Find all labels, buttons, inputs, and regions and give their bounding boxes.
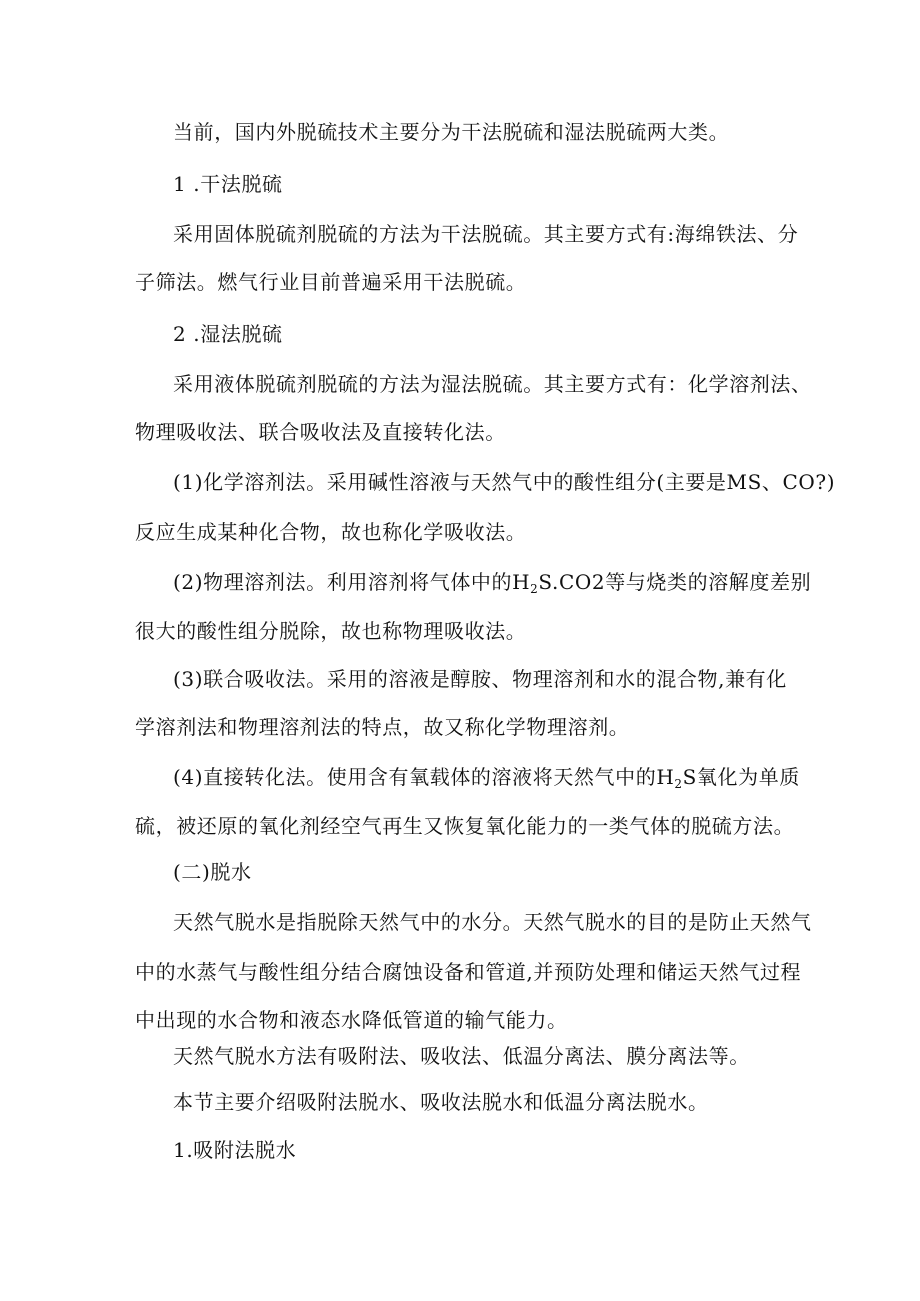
- item-combined-absorption-line-1: (3)联合吸收法。采用的溶液是醇胺、物理溶剂和水的混合物,兼有化: [173, 667, 787, 691]
- subscript-2: 2: [674, 777, 683, 791]
- item-direct-conversion-line-1: [173, 763, 800, 791]
- heading-dehydration: (二)脱水: [173, 860, 252, 884]
- paragraph-wet-line-2: 物理吸收法、联合吸收法及直接转化法。: [135, 420, 506, 444]
- item-direct-conversion-text-b: S氧化为单质: [682, 765, 800, 789]
- paragraph-dehydration-line-3: 中出现的水合物和液态水降低管道的输气能力。: [135, 1008, 568, 1032]
- paragraph-dehydration-line-1: 天然气脱水是指脱除天然气中的水分。天然气脱水的目的是防止天然气: [173, 910, 812, 934]
- item-physical-solvent-line-1: [173, 568, 811, 596]
- paragraph-dry-line-1: 采用固体脱硫剂脱硫的方法为干法脱硫。其主要方式有:海绵铁法、分: [173, 222, 799, 246]
- paragraph-section-intro: 本节主要介绍吸附法脱水、吸收法脱水和低温分离法脱水。: [173, 1090, 709, 1114]
- heading-wet-desulfurization: 2 .湿法脱硫: [173, 322, 283, 346]
- item-physical-solvent-text-b: S.CO2等与烧类的溶解度差别: [538, 570, 812, 594]
- subscript-2: 2: [530, 582, 539, 596]
- item-chemical-solvent-line-1: (1)化学溶剂法。采用碱性溶液与天然气中的酸性组分(主要是MS、CO?): [173, 470, 836, 494]
- paragraph-intro: 当前，国内外脱硫技术主要分为干法脱硫和湿法脱硫两大类。: [173, 120, 730, 144]
- heading-adsorption-dehydration: 1.吸附法脱水: [173, 1138, 297, 1162]
- item-physical-solvent-line-2: 很大的酸性组分脱除，故也称物理吸收法。: [135, 619, 527, 643]
- item-direct-conversion-text-a: (4)直接转化法。使用含有氧载体的溶液将天然气中的H: [173, 765, 675, 789]
- item-physical-solvent-text-a: (2)物理溶剂法。利用溶剂将气体中的H: [173, 570, 531, 594]
- heading-dry-desulfurization: 1 .干法脱硫: [173, 172, 283, 196]
- paragraph-dehydration-line-2: 中的水蒸气与酸性组分结合腐蚀设备和管道,并预防处理和储运天然气过程: [135, 960, 802, 984]
- item-combined-absorption-line-2: 学溶剂法和物理溶剂法的特点，故又称化学物理溶剂。: [135, 715, 630, 739]
- item-chemical-solvent-line-2: 反应生成某种化合物，故也称化学吸收法。: [135, 520, 527, 544]
- paragraph-dry-line-2: 子筛法。燃气行业目前普遍采用干法脱硫。: [135, 270, 527, 294]
- item-direct-conversion-line-2: 硫，被还原的氧化剂经空气再生又恢复氧化能力的一类气体的脱硫方法。: [135, 814, 795, 838]
- paragraph-wet-line-1: 采用液体脱硫剂脱硫的方法为湿法脱硫。其主要方式有：化学溶剂法、: [173, 372, 812, 396]
- paragraph-dehydration-methods: 天然气脱水方法有吸附法、吸收法、低温分离法、膜分离法等。: [173, 1044, 750, 1068]
